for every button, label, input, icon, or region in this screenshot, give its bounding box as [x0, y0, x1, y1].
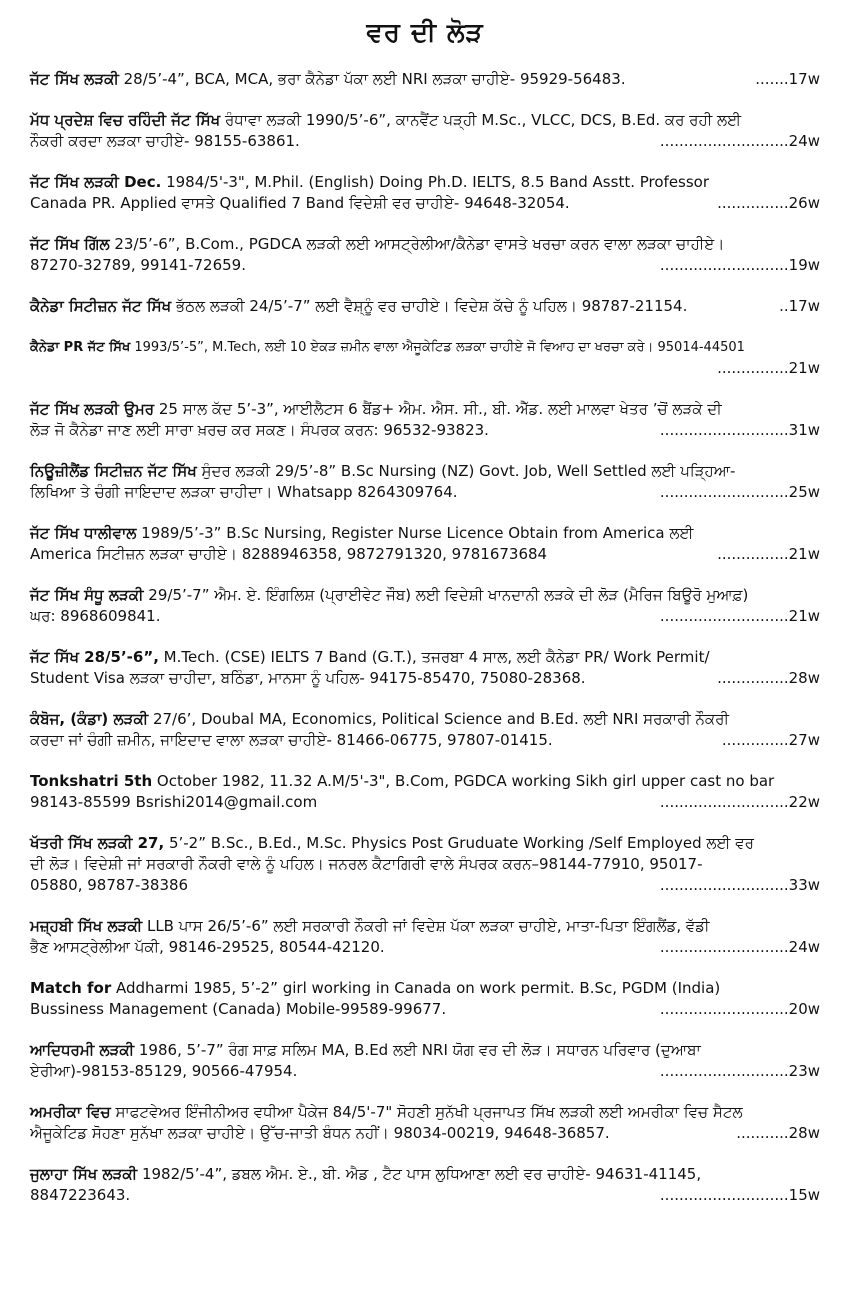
ad-item: [30, 647, 820, 689]
ad-text: 28/5’-4”, BCA, MCA, ਭਰਾ ਕੈਨੇਡਾ ਪੱਕਾ ਲਈ NRI ਲੜਕਾ ਚਾਹੀਏ- 95929-56483.: [118, 70, 626, 88]
ad-item: [30, 69, 820, 90]
ad-item: [30, 709, 820, 751]
ad-line2: 05880, 98787-38386: [30, 876, 189, 894]
ad-line1: M.Tech. (CSE) IELTS 7 Band (G.T.), ਤਜਰਬਾ 4 ਸਾਲ, ਲਈ ਕੈਨੇਡਾ PR/ Work Permit/: [158, 648, 710, 666]
ad-line1: 27/6’, Doubal MA, Economics, Political Science and B.Ed. ਲਈ NRI ਸਰਕਾਰੀ ਨੌਕਰੀ: [148, 710, 729, 728]
ad-code: ...........................22w: [659, 793, 820, 811]
ad-item: [30, 523, 820, 565]
ad-line1: 1986, 5’-7” ਰੰਗ ਸਾਫ਼ ਸਲਿਮ MA, B.Ed ਲਈ NRI ਯੋਗ ਵਰ ਦੀ ਲੋੜ। ਸਧਾਰਨ ਪਰਿਵਾਰ (ਦੁਆਬਾ: [134, 1041, 701, 1059]
ad-item: [30, 1164, 820, 1206]
ad-code: ...........................23w: [659, 1062, 820, 1080]
ad-line2: ਨੌਕਰੀ ਕਰਦਾ ਲੜਕਾ ਚਾਹੀਏ- 98155-63861.: [30, 132, 300, 150]
ad-lead: ਆਦਿਧਰਮੀ ਲੜਕੀ: [30, 1041, 135, 1059]
ad-code: ...............21w: [717, 545, 820, 563]
ad-line1b: ਦੀ ਲੋੜ। ਵਿਦੇਸ਼ੀ ਜਾਂ ਸਰਕਾਰੀ ਨੌਕਰੀ ਵਾਲੇ ਨੂੰ ਪਹਿਲ। ਜਨਰਲ ਕੈਟਾਗਿਰੀ ਵਾਲੇ ਸੰਪਰਕ ਕਰਨ–98144-77910, 95017-: [30, 855, 703, 873]
ad-item: [30, 771, 820, 813]
ad-code: ...........................25w: [659, 483, 820, 501]
ad-line2: Canada PR. Applied ਵਾਸਤੇ Qualified 7 Band ਵਿਦੇਸ਼ੀ ਵਰ ਚਾਹੀਏ- 94648-32054.: [30, 194, 570, 212]
ad-lead: ਜੱਟ ਸਿੱਖ 28/5’-6”,: [30, 648, 159, 666]
ad-code: ...............28w: [717, 669, 820, 687]
ad-line2: 87270-32789, 99141-72659.: [30, 256, 246, 274]
ad-item: [30, 833, 820, 896]
ad-line1: 1993/5’-5”, M.Tech, ਲਈ 10 ਏਕੜ ਜ਼ਮੀਨ ਵਾਲਾ ਐਜੂਕੇਟਿਡ ਲੜਕਾ ਚਾਹੀਏ ਜੋ ਵਿਆਹ ਦਾ ਖਰਚਾ ਕਰੇ। 95014-44501: [130, 340, 745, 355]
ad-line2: ਘਰ: 8968609841.: [30, 607, 161, 625]
ad-lead: ਜੁਲਾਹਾ ਸਿੱਖ ਲੜਕੀ: [30, 1165, 138, 1183]
ad-lead: ਅਮਰੀਕਾ ਵਿਚ: [30, 1103, 111, 1121]
ad-line2: America ਸਿਟੀਜ਼ਨ ਲੜਕਾ ਚਾਹੀਏ। 8288946358, 9872791320, 9781673684: [30, 545, 548, 563]
ad-lead: ਮਜ਼੍ਹਬੀ ਸਿੱਖ ਲੜਕੀ: [30, 917, 143, 935]
ad-lead: ਕੰਬੋਜ, (ਕੰਡਾ) ਲੜਕੀ: [30, 710, 149, 728]
ad-item: [30, 110, 820, 152]
ad-item: [30, 1040, 820, 1082]
ad-code: ...........................33w: [659, 876, 820, 894]
ad-text: ਭੱਠਲ ਲੜਕੀ 24/5’-7” ਲਈ ਵੈਸ਼੍ਨੂੰ ਵਰ ਚਾਹੀਏ। ਵਿਦੇਸ਼ ਕੱਚੇ ਨੂੰ ਪਹਿਲ। 98787-21154.: [171, 297, 688, 315]
page-title: ਵਰ ਦੀ ਲੋੜ: [366, 18, 484, 48]
ad-code: ...........................24w: [659, 938, 820, 956]
ad-code: ..............27w: [721, 731, 820, 749]
ad-lead: ਜੱਟ ਸਿੱਖ ਗਿੱਲ: [30, 235, 110, 253]
ad-lead: ਨਿਊਜ਼ੀਲੈਂਡ ਸਿਟੀਜ਼ਨ ਜੱਟ ਸਿੱਖ: [30, 462, 197, 480]
ad-line2: 8847223643.: [30, 1186, 131, 1204]
ad-lead: Match for: [30, 979, 112, 997]
ad-lead: ਕੈਨੇਡਾ PR ਜੱਟ ਸਿੱਖ: [30, 340, 131, 355]
ad-item: [30, 585, 820, 627]
ad-lead: ਜੱਟ ਸਿੱਖ ਲੜਕੀ Dec.: [30, 173, 162, 191]
ad-line1: 23/5’-6”, B.Com., PGDCA ਲੜਕੀ ਲਈ ਆਸਟ੍ਰੇਲੀਆ/ਕੈਨੇਡਾ ਵਾਸਤੇ ਖਰਚਾ ਕਰਨ ਵਾਲਾ ਲੜਕਾ ਚਾਹੀਏ।: [109, 235, 725, 253]
ad-code: ...........28w: [736, 1124, 820, 1142]
ad-line1: ਸੁੰਦਰ ਲੜਕੀ 29/5’-8” B.Sc Nursing (NZ) Govt. Job, Well Settled ਲਈ ਪੜ੍ਹਿਆ-: [196, 462, 736, 480]
ad-line2: ਲਿਖਿਆ ਤੇ ਚੰਗੀ ਜਾਇਦਾਦ ਲੜਕਾ ਚਾਹੀਦਾ। Whatsapp 8264309764.: [30, 483, 458, 501]
ad-item: [30, 916, 820, 958]
ad-line2: ਐਜੂਕੇਟਿਡ ਸੋਹਣਾ ਸੁਨੱਖਾ ਲੜਕਾ ਚਾਹੀਏ। ਉੱਚ-ਜਾਤੀ ਬੰਧਨ ਨਹੀਂ। 98034-00219, 94648-36857.: [30, 1124, 610, 1142]
ad-lead: ਜੱਟ ਸਿੱਖ ਲੜਕੀ ਉਮਰ: [30, 400, 155, 418]
ad-lead: ਕੈਨੇਡਾ ਸਿਟੀਜ਼ਨ ਜੱਟ ਸਿੱਖ: [30, 297, 172, 315]
ad-item: [30, 399, 820, 441]
ad-line1: LLB ਪਾਸ 26/5’-6” ਲਈ ਸਰਕਾਰੀ ਨੌਕਰੀ ਜਾਂ ਵਿਦੇਸ਼ ਪੱਕਾ ਲੜਕਾ ਚਾਹੀਏ, ਮਾਤਾ-ਪਿਤਾ ਇੰਗਲੈਂਡ, ਵੱਡੀ: [142, 917, 710, 935]
ad-code: ...............26w: [717, 194, 820, 212]
ad-line1: 5’-2” B.Sc., B.Ed., M.Sc. Physics Post Gruduate Working /Self Employed ਲਈ ਵਰ: [164, 834, 754, 852]
ad-item: [30, 978, 820, 1020]
ad-code: ...........................31w: [659, 421, 820, 439]
ad-line2: ਏਰੀਆ)-98153-85129, 90566-47954.: [30, 1062, 298, 1080]
ad-line2: ਭੈਣ ਆਸਟ੍ਰੇਲੀਆ ਪੱਕੀ, 98146-29525, 80544-42120.: [30, 938, 385, 956]
ad-lead: ਜੱਟ ਸਿੱਖ ਧਾਲੀਵਾਲ: [30, 524, 137, 542]
ad-item: [30, 1102, 820, 1144]
ad-code: ..17w: [779, 297, 820, 315]
ad-line1: 1982/5’-4”, ਡਬਲ ਐਮ. ਏ., ਬੀ. ਐਡ , ਟੈਟ ਪਾਸ ਲੁਧਿਆਣਾ ਲਈ ਵਰ ਚਾਹੀਏ- 94631-41145,: [137, 1165, 702, 1183]
ad-code: ...........................21w: [659, 607, 820, 625]
ad-line1: 25 ਸਾਲ ਕੱਦ 5’-3”, ਆਈਲੈਟਸ 6 ਬੈਂਡ+ ਐਮ. ਐਸ. ਸੀ., ਬੀ. ਐੱਡ. ਲਈ ਮਾਲਵਾ ਖੇਤਰ ’ਚੋਂ ਲੜਕੇ ਦੀ: [154, 400, 722, 418]
ad-item: [30, 296, 820, 317]
ad-line2: ਲੋੜ ਜੋ ਕੈਨੇਡਾ ਜਾਣ ਲਈ ਸਾਰਾ ਖ਼ਰਚ ਕਰ ਸਕਣ। ਸੰਪਰਕ ਕਰਨ: 96532-93823.: [30, 421, 489, 439]
ad-lead: ਖੱਤਰੀ ਸਿੱਖ ਲੜਕੀ 27,: [30, 834, 165, 852]
ad-line1: ਸਾਫਟਵੇਅਰ ਇੰਜੀਨੀਅਰ ਵਧੀਆ ਪੈਕੇਜ 84/5'-7" ਸੋਹਣੀ ਸੁਨੱਖੀ ਪ੍ਰਜਾਪਤ ਸਿੱਖ ਲੜਕੀ ਲਈ ਅਮਰੀਕਾ ਵਿਚ ਸੈਟਲ: [110, 1103, 743, 1121]
ad-line1: October 1982, 11.32 A.M/5'-3", B.Com, PGDCA working Sikh girl upper cast no bar: [152, 772, 775, 790]
ad-line2: ਕਰਦਾ ਜਾਂ ਚੰਗੀ ਜ਼ਮੀਨ, ਜਾਇਦਾਦ ਵਾਲਾ ਲੜਕਾ ਚਾਹੀਏ- 81466-06775, 97807-01415.: [30, 731, 553, 749]
ad-code: ...........................20w: [659, 1000, 820, 1018]
ad-lead: ਜੱਟ ਸਿੱਖ ਸੰਧੂ ਲੜਕੀ: [30, 586, 144, 604]
ad-code: ...........................15w: [659, 1186, 820, 1204]
ad-lead: Tonkshatri 5th: [30, 772, 153, 790]
ad-line1: Addharmi 1985, 5’-2” girl working in Canada on work permit. B.Sc, PGDM (India): [111, 979, 721, 997]
ad-line1: 1984/5'-3", M.Phil. (English) Doing Ph.D. IELTS, 8.5 Band Asstt. Professor: [161, 173, 710, 191]
ad-lead: ਮੱਧ ਪ੍ਰਦੇਸ਼ ਵਿਚ ਰਹਿੰਦੀ ਜੱਟ ਸਿੱਖ: [30, 111, 221, 129]
ad-line2: 98143-85599 Bsrishi2014@gmail.com: [30, 793, 318, 811]
ad-code: ...........................19w: [659, 256, 820, 274]
ad-line1: ਰੰਧਾਵਾ ਲੜਕੀ 1990/5’-6”, ਕਾਨਵੈਂਟ ਪੜ੍ਹੀ M.Sc., VLCC, DCS, B.Ed. ਕਰ ਰਹੀ ਲਈ: [220, 111, 742, 129]
ad-item: [30, 234, 820, 276]
ad-lead: ਜੱਟ ਸਿੱਖ ਲੜਕੀ: [30, 70, 119, 88]
ad-code: .......17w: [755, 70, 820, 88]
ad-code: ...............21w: [717, 359, 820, 377]
ad-line1: 29/5’-7” ਐਮ. ਏ. ਇੰਗਲਿਸ਼ (ਪ੍ਰਾਈਵੇਟ ਜੌਬ) ਲਈ ਵਿਦੇਸ਼ੀ ਖਾਨਦਾਨੀ ਲੜਕੇ ਦੀ ਲੋੜ (ਮੈਰਿਜ ਬਿਊਰੋ ਮੁਆਫ਼): [143, 586, 749, 604]
ad-code: ...........................24w: [659, 132, 820, 150]
ad-item: [30, 337, 820, 379]
ad-line2: Student Visa ਲੜਕਾ ਚਾਹੀਦਾ, ਬਠਿੰਡਾ, ਮਾਨਸਾ ਨੂੰ ਪਹਿਲ- 94175-85470, 75080-28368.: [30, 669, 586, 687]
ad-item: [30, 461, 820, 503]
ad-line2: Bussiness Management (Canada) Mobile-99589-99677.: [30, 1000, 447, 1018]
ad-item: [30, 172, 820, 214]
ad-line1: 1989/5’-3” B.Sc Nursing, Register Nurse Licence Obtain from America ਲਈ: [136, 524, 694, 542]
